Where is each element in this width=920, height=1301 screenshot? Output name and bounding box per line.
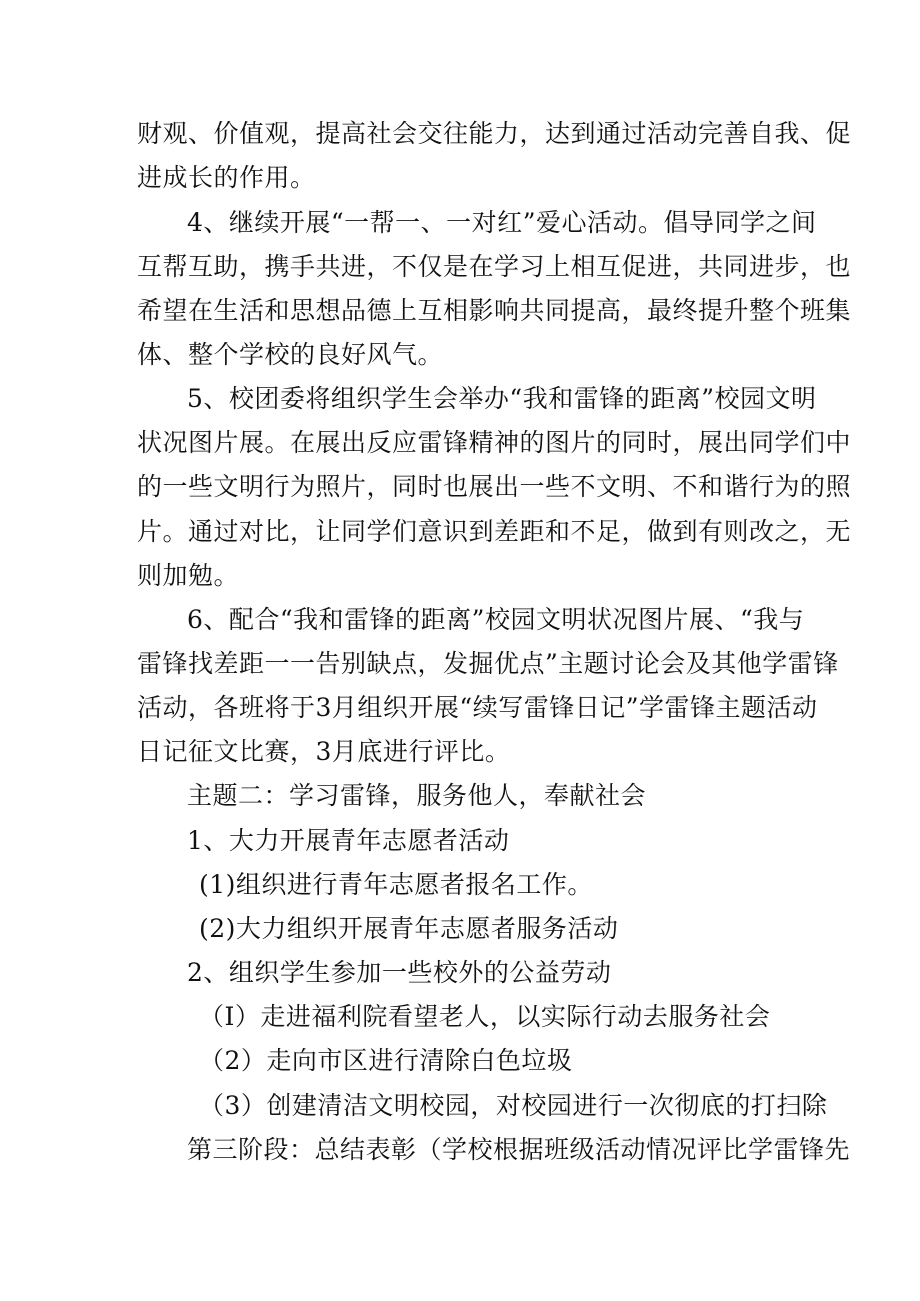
text-line: 状况图片展。在展出反应雷锋精神的图片的同时，展出同学们中 <box>137 428 852 457</box>
section-heading: 第三阶段：总结表彰（学校根据班级活动情况评比学雷锋先 <box>187 1135 851 1164</box>
text-line: 财观、价值观，提高社会交往能力，达到通过活动完善自我、促 <box>137 119 852 148</box>
text-line: 4、继续开展“一帮一、一对红”爱心活动。倡导同学之间 <box>187 208 817 237</box>
text-line: 的一些文明行为照片，同时也展出一些不文明、不和谐行为的照 <box>137 472 852 501</box>
text-line: （I）走进福利院看望老人，以实际行动去服务社会 <box>199 1002 771 1031</box>
text-line: 片。通过对比，让同学们意识到差距和不足，做到有则改之，无 <box>137 517 852 546</box>
text-line: 进成长的作用。 <box>137 163 316 192</box>
text-line: 互帮互助，携手共进，不仅是在学习上相互促进，共同进步，也 <box>137 252 852 281</box>
text-line: (2)大力组织开展青年志愿者服务活动 <box>199 914 619 943</box>
text-line: 活动，各班将于3月组织开展“续写雷锋日记”学雷锋主题活动 <box>137 693 818 722</box>
text-line: 5、校团委将组织学生会举办“我和雷锋的距离”校园文明 <box>187 384 817 413</box>
text-line: 则加勉。 <box>137 561 240 590</box>
text-line: （3）创建清洁文明校园，对校园进行一次彻底的打扫除 <box>199 1091 828 1120</box>
text-line: 雷锋找差距一一告别缺点，发掘优点”主题讨论会及其他学雷锋 <box>137 649 839 678</box>
text-line: 希望在生活和思想品德上互相影响共同提高，最终提升整个班集 <box>137 296 852 325</box>
text-line: 1、大力开展青年志愿者活动 <box>187 826 510 855</box>
text-line: 6、配合“我和雷锋的距离”校园文明状况图片展、“我与 <box>187 605 805 634</box>
text-line: 2、组织学生参加一些校外的公益劳动 <box>187 958 612 987</box>
section-heading: 主题二：学习雷锋，服务他人，奉献社会 <box>187 781 647 810</box>
text-line: 体、整个学校的良好风气。 <box>137 340 444 369</box>
text-line: 日记征文比赛，3月底进行评比。 <box>137 737 511 766</box>
text-line: （2）走向市区进行清除白色垃圾 <box>199 1046 573 1075</box>
text-line: (1)组织进行青年志愿者报名工作。 <box>199 870 593 899</box>
